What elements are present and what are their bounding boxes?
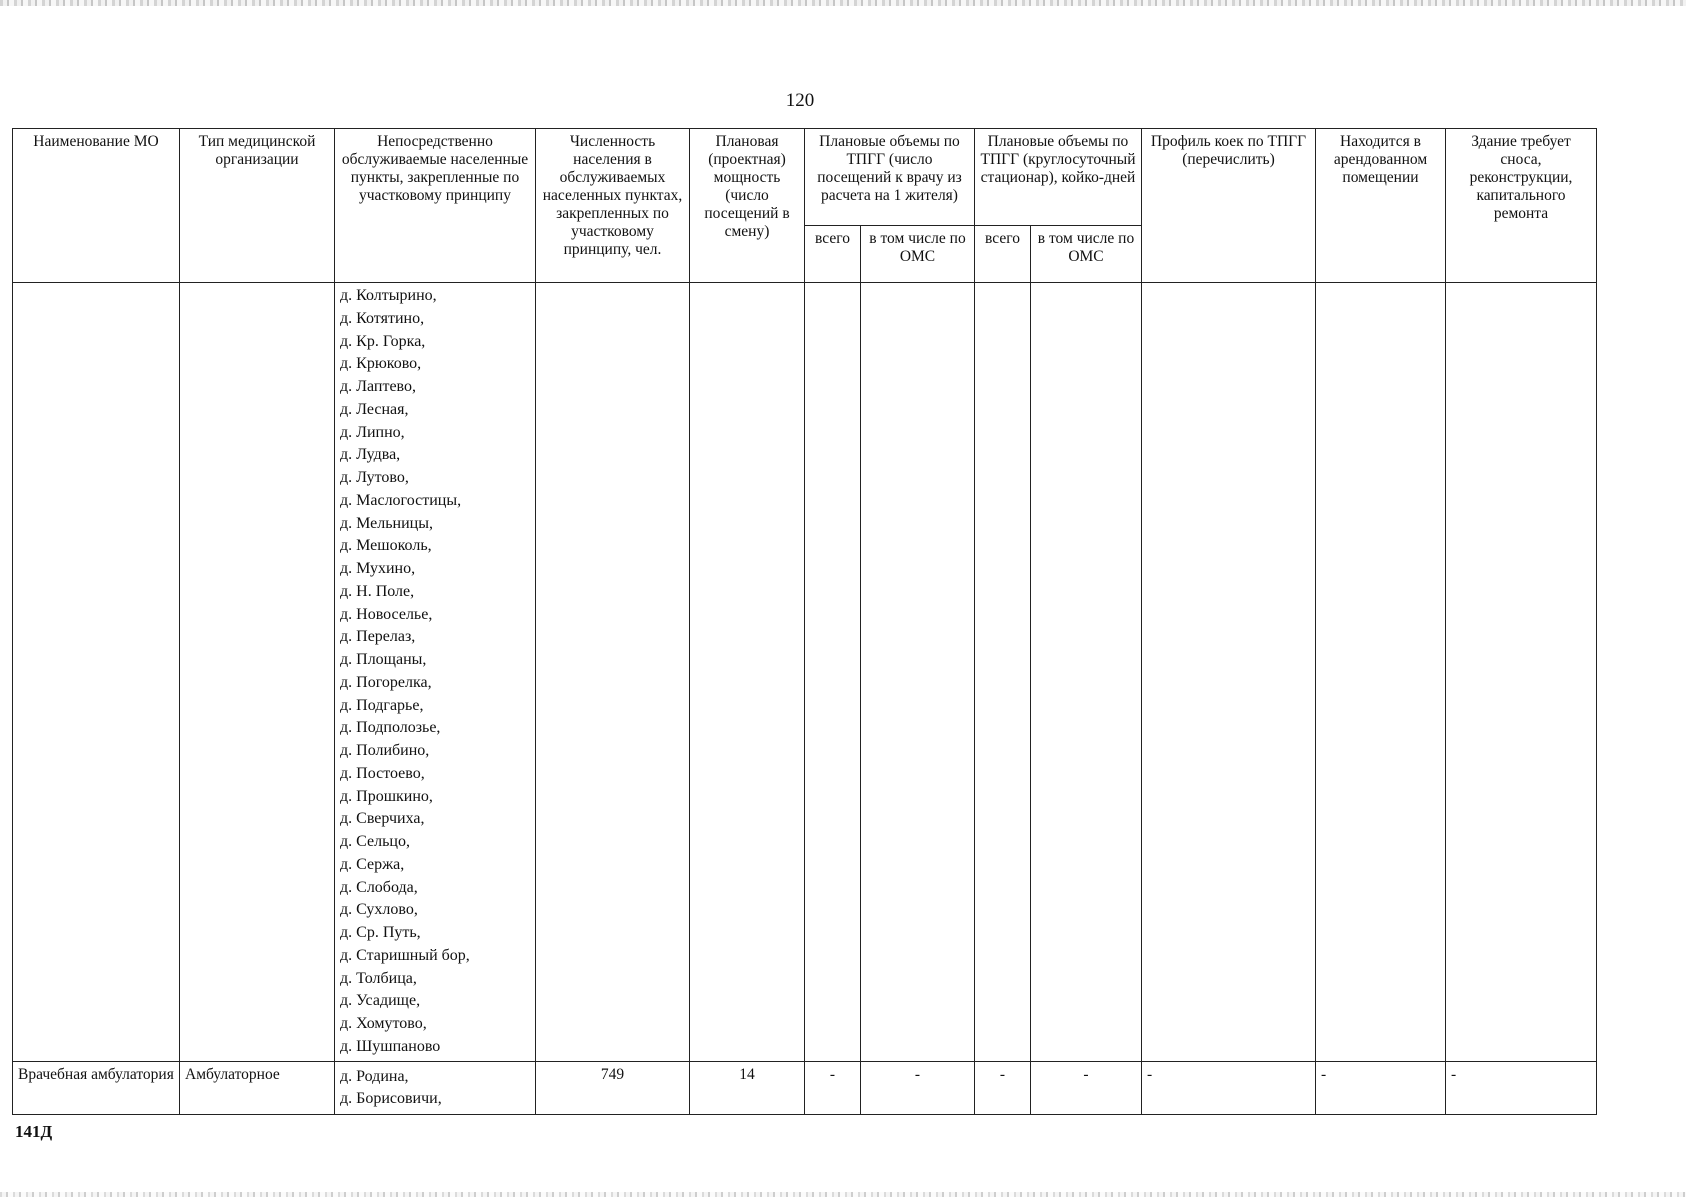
- settlement-item: д. Маслогостицы,: [340, 491, 462, 509]
- settlement-item: д. Лаптево,: [340, 378, 416, 395]
- table-row: [13, 283, 1597, 1062]
- settlement-item: д. Мешоколь,: [340, 537, 432, 555]
- settlement-item: д. Подполозье,: [340, 719, 441, 737]
- settlements-list-cell: [335, 283, 536, 1062]
- cell-beddays-total: -: [975, 1061, 1031, 1114]
- settlement-item: д. Подгарье,: [340, 696, 424, 714]
- header-population: Численность населения в обслуживаемых населенных пунктах, закрепленных по участковому принципу, чел.: [536, 129, 690, 283]
- header-capacity: Плановая (проектная) мощность (число посещений в смену): [690, 129, 805, 283]
- header-settlements: Непосредственно обслуживаемые населенные пункты, закрепленные по участковому принципу: [335, 129, 536, 283]
- settlement-item: д. Сельцо,: [340, 833, 410, 850]
- settlement-item: д. Борисовичи,: [340, 1089, 442, 1107]
- header-org-type: Тип медицинской организации: [180, 129, 335, 283]
- settlement-item: д. Шушпаново: [340, 1037, 441, 1055]
- cell-rented: -: [1316, 1061, 1446, 1114]
- settlement-item: д. Усадище,: [340, 992, 421, 1010]
- settlement-item: д. Лутово,: [340, 469, 409, 486]
- header-visits-total: всего: [805, 226, 861, 283]
- empty-cell: [975, 283, 1031, 1062]
- scan-edge-top: [0, 0, 1686, 6]
- page-number: 120: [785, 90, 815, 111]
- settlement-item: д. Кр. Горка,: [340, 332, 426, 350]
- empty-cell: [180, 283, 335, 1062]
- settlement-item: д. Полибино,: [340, 742, 430, 759]
- cell-demolition: -: [1446, 1061, 1597, 1114]
- empty-cell: [13, 283, 180, 1062]
- settlement-item: д. Толбица,: [340, 969, 417, 987]
- table-row: [13, 1061, 1597, 1114]
- header-demolition: Здание требует сноса, реконструкции, капитального ремонта: [1446, 129, 1597, 283]
- settlement-item: д. Постоево,: [340, 764, 425, 782]
- header-visits-oms: в том числе по ОМС: [861, 226, 975, 283]
- settlement-item: д. Крюково,: [340, 355, 422, 373]
- cell-visits-oms: -: [861, 1061, 975, 1114]
- empty-cell: [861, 283, 975, 1062]
- settlement-item: д. Лесная,: [340, 400, 409, 418]
- settlement-item: д. Погорелка,: [340, 673, 432, 691]
- settlement-item: д. Сержа,: [340, 855, 405, 873]
- header-beddays-total: всего: [975, 226, 1031, 283]
- cell-visits-total: -: [805, 1061, 861, 1114]
- document-code: 141Д: [15, 1122, 53, 1141]
- settlement-item: д. Сухлово,: [340, 901, 418, 919]
- empty-cell: [1142, 283, 1316, 1062]
- settlement-item: д. Лудва,: [340, 446, 401, 464]
- cell-settlements: [335, 1061, 536, 1114]
- settlement-item: д. Мухино,: [340, 560, 416, 577]
- header-bed-profile: Профиль коек по ТПГГ (перечислить): [1142, 129, 1316, 283]
- empty-cell: [690, 283, 805, 1062]
- settlement-item: д. Котятино,: [340, 309, 425, 327]
- header-beddays-oms: в том числе по ОМС: [1031, 226, 1142, 283]
- cell-bed-profile: -: [1142, 1061, 1316, 1114]
- settlement-item: д. Перелаз,: [340, 628, 416, 646]
- settlement-item: д. Хомутово,: [340, 1015, 427, 1032]
- empty-cell: [1316, 283, 1446, 1062]
- header-beddays-group: Плановые объемы по ТПГГ (круглосуточный стационар), койко-дней: [975, 129, 1142, 226]
- settlement-item: д. Ср. Путь,: [340, 924, 421, 941]
- cell-mo-name: Врачебная амбулатория: [13, 1061, 180, 1114]
- cell-capacity: 14: [690, 1061, 805, 1114]
- header-visits-group: Плановые объемы по ТПГГ (число посещений к врачу из расчета на 1 жителя): [805, 129, 975, 226]
- settlement-item: д. Липно,: [340, 423, 405, 441]
- settlement-item: д. Родина,: [340, 1067, 409, 1085]
- empty-cell: [536, 283, 690, 1062]
- empty-cell: [1446, 283, 1597, 1062]
- header-rented: Находится в арендованном помещении: [1316, 129, 1446, 283]
- cell-population: 749: [536, 1061, 690, 1114]
- empty-cell: [1031, 283, 1142, 1062]
- scan-edge-bottom: [0, 1192, 1686, 1197]
- settlement-item: д. Старишный бор,: [340, 946, 470, 964]
- empty-cell: [805, 283, 861, 1062]
- settlement-item: д. Слобода,: [340, 878, 418, 896]
- settlement-item: д. Мельницы,: [340, 514, 433, 532]
- settlement-item: д. Сверчиха,: [340, 810, 425, 828]
- medical-organizations-table: [12, 128, 1597, 1115]
- settlement-item: д. Площаны,: [340, 651, 427, 668]
- cell-org-type: Амбулаторное: [180, 1061, 335, 1114]
- header-mo-name: Наименование МО: [13, 129, 180, 283]
- settlement-item: д. Н. Поле,: [340, 582, 415, 600]
- settlement-item: д. Прошкино,: [340, 787, 433, 805]
- settlement-item: д. Новоселье,: [340, 605, 433, 623]
- settlement-item: д. Колтырино,: [340, 287, 437, 304]
- cell-beddays-oms: -: [1031, 1061, 1142, 1114]
